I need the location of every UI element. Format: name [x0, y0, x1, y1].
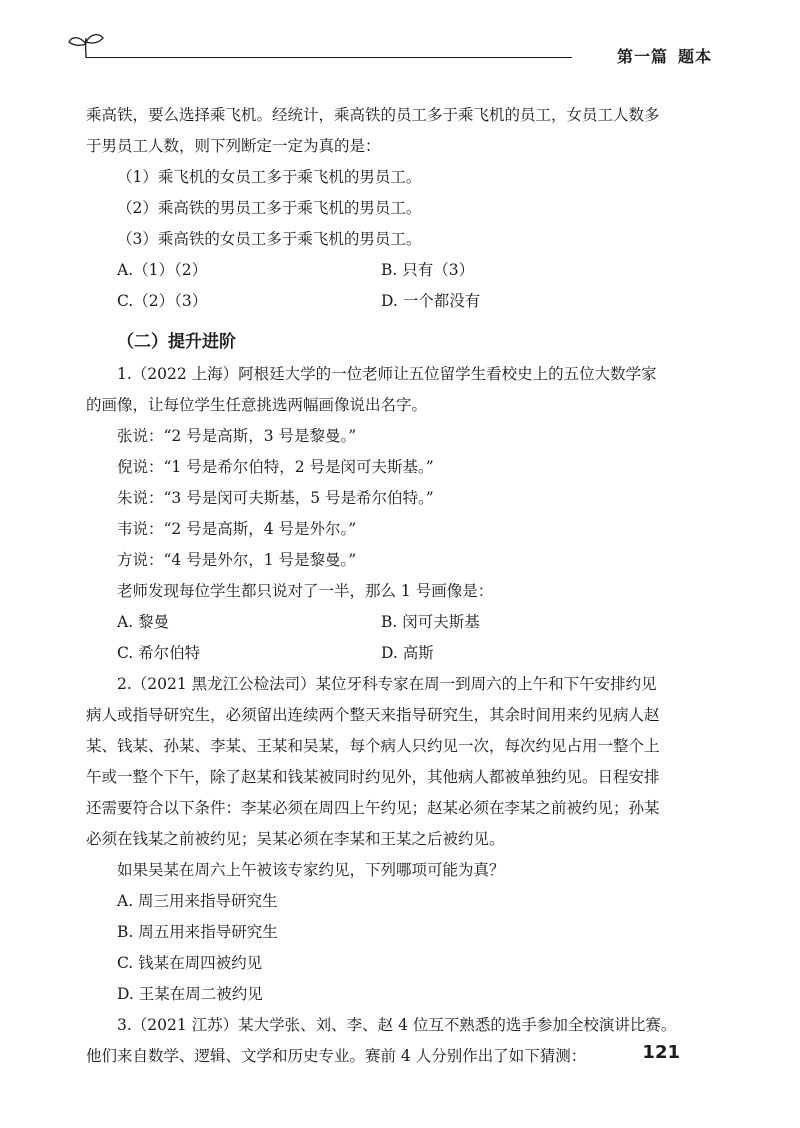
question-2-line: 午或一整个下午，除了赵某和钱某被同时约见外，其他病人都被单独约见。日程安排	[86, 768, 660, 786]
question-2-prompt: 如果吴某在周六上午被该专家约见，下列哪项可能为真？	[117, 861, 505, 879]
option-a: A.（1）（2）	[117, 261, 208, 279]
option-row	[86, 638, 686, 669]
question-2-line: 2.（2021 黑龙江公检法司）某位牙科专家在周一到周六的上午和下午安排约见	[117, 675, 657, 693]
header-section: 题本	[677, 47, 712, 66]
quote-zhu: 朱说：“3 号是闵可夫斯基，5 号是希尔伯特。”	[117, 489, 434, 507]
paragraph-line: 于男员工人数，则下列断定一定为真的是：	[86, 137, 381, 155]
option-row	[86, 607, 686, 638]
question-2-line: 还需要符合以下条件：李某必须在周四上午约见；赵某必须在李某之前被约见；孙某	[86, 799, 660, 817]
page-header	[0, 0, 800, 80]
quote-wei: 韦说：“2 号是高斯，4 号是外尔。”	[117, 520, 357, 538]
option-d: D. 王某在周二被约见	[117, 985, 263, 1003]
page-body	[86, 100, 686, 1072]
option-b: B. 周五用来指导研究生	[117, 923, 278, 941]
leaf-sprout-icon	[66, 30, 106, 60]
statement-2: （2）乘高铁的男员工多于乘飞机的男员工。	[117, 199, 422, 217]
option-c: C. 钱某在周四被约见	[117, 954, 263, 972]
header-part: 第一篇	[616, 47, 668, 66]
question-2-line: 病人或指导研究生，必须留出连续两个整天来指导研究生，其余时间用来约见病人赵	[86, 706, 660, 724]
question-2-line: 必须在钱某之前被约见；吴某必须在李某和王某之后被约见。	[86, 830, 505, 848]
question-3-line: 3.（2021 江苏）某大学张、刘、李、赵 4 位互不熟悉的选手参加全校演讲比赛。	[117, 1016, 677, 1034]
question-2-line: 某、钱某、孙某、李某、王某和吴某，每个病人只约见一次，每次约见占用一整个上	[86, 737, 660, 755]
option-row	[86, 255, 686, 286]
question-3-line: 他们来自数学、逻辑、文学和历史专业。赛前 4 人分别作出了如下猜测：	[86, 1047, 587, 1065]
question-1-line: 的画像，让每位学生任意挑选两幅画像说出名字。	[86, 396, 428, 414]
option-b: B. 闵可夫斯基	[381, 613, 480, 631]
header-rule	[86, 57, 572, 58]
question-1-prompt: 老师发现每位学生都只说对了一半，那么 1 号画像是：	[117, 582, 494, 600]
option-row	[86, 286, 686, 317]
page-number: 121	[642, 1042, 680, 1063]
statement-1: （1）乘飞机的女员工多于乘飞机的男员工。	[117, 168, 422, 186]
option-d: D. 一个都没有	[381, 292, 481, 310]
running-header	[617, 44, 712, 67]
paragraph-line: 乘高铁，要么选择乘飞机。经统计，乘高铁的员工多于乘飞机的员工，女员工人数多	[86, 106, 660, 124]
option-c: C.（2）（3）	[117, 292, 208, 310]
quote-fang: 方说：“4 号是外尔，1 号是黎曼。”	[117, 551, 357, 569]
option-d: D. 高斯	[381, 644, 434, 662]
option-b: B. 只有（3）	[381, 261, 475, 279]
quote-ni: 倪说：“1 号是希尔伯特，2 号是闵可夫斯基。”	[117, 458, 434, 476]
question-1-line: 1.（2022 上海）阿根廷大学的一位老师让五位留学生看校史上的五位大数学家	[117, 365, 657, 383]
option-a: A. 周三用来指导研究生	[117, 892, 278, 910]
quote-zhang: 张说：“2 号是高斯，3 号是黎曼。”	[117, 427, 357, 445]
section-heading: （二）提升进阶	[117, 332, 236, 352]
option-c: C. 希尔伯特	[117, 644, 201, 662]
option-a: A. 黎曼	[117, 613, 170, 631]
statement-3: （3）乘高铁的女员工多于乘飞机的男员工。	[117, 230, 422, 248]
